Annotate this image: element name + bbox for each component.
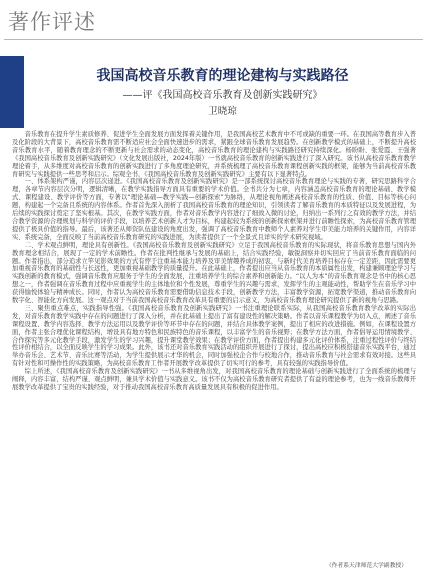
body-paragraph-intro: 音乐教育在提升学生素质修养、促进学生全面发展方面发挥着关键作用，是我国高校艺术教育中不可或缺的重要一环。在我国高等教育步入普及化阶段的大背景下，高校音乐教育需不断适应社会全面快速进步的需求，紧跟全球音乐教育发展趋势。在创新教学模式的基础上，不断提升高校音乐教育水平，随着教育理念的不断更新与社会需求的动态变化，高校音乐教育的理论建构与实践路径研究持续深化。杨盼盼、张爱霞、王强著《我国高校音乐教育及创新实践研究》（文化发展出版社，2024年版）一书就高校音乐教育的创新实践进行了深入研究。该书从高校音乐教育教学理论着手，从多维度对高校音乐教育的创新实践进行了多角度理论研究，并系统梳理了高校音乐教育课程创新实践的框架，能够为当前高校音乐教育研究与实践提供一些思考和启示。综观全书，《我国高校音乐教育及创新实践研究》主要有以下显著特点。 — [12, 131, 416, 178]
header-divider — [4, 39, 423, 40]
article-body — [12, 131, 416, 392]
body-paragraph-section-3: 三、聚焦重点难点，实践指导性强。《我国高校音乐教育及创新实践研究》一书注重理论联系实际，从我国高校音乐教育教学改革的实际出发，对音乐教育教学实践中存在的问题进行了深入分析，并在此基础上提出了富有建设性的解决策略。作者以音乐课程教学为切入点，阐述了音乐课程设置、教学内容选择、教学方法运用以及教学评价等环节中存在的问题，并结合具体教学案例，提出了相应的改进措施。例如，在课程设置方面，作者主张合理优化课程结构，增设具有地方特色和民族特色的音乐课程，以丰富学生的音乐视野；在教学方法方面，作者倡导运用情境教学、合作探究等多元化教学手段，激发学生的学习兴趣，提升课堂教学效果；在教学评价方面，作者提出构建多元化评价体系，注重过程性评价与终结性评价相结合，以全面反映学生的学习成果。此外，该书还对音乐教育实践活动的组织开展进行了探讨，提出高校应积极搭建音乐实践平台，通过举办音乐会、艺术节、音乐比赛等活动，为学生提供展示才华的机会，同时加强校企合作与校地合作，推动音乐教育与社会需求有效对接。这些具有针对性和可操作性的实践策略，为高校音乐教育工作者开展教学改革提供了切实可行的参考，具有较强的实践指导价值。 — [12, 304, 416, 368]
article-subtitle: ——评《我国高校音乐教育及创新实践研究》 — [122, 90, 323, 101]
body-paragraph-conclusion: 综上所述，《我国高校音乐教育及创新实践研究》一书从多维视角出发，对我国高校音乐教育的理论基础与创新实践进行了全面系统的梳理与阐释，内容丰富、结构严谨、观点鲜明，兼具学术价值与实践意义。该书不仅为高校音乐教育研究者提供了有益的理论参考，也为一线音乐教师开展教学改革提供了宝贵的实践经验，对于推动我国高校音乐教育高质量发展具有积极的促进作用。 — [12, 368, 416, 391]
body-paragraph-section-2: 二、学术观点鲜明，理论具有创新性。《我国高校音乐教育及创新实践研究》立足于我国高校音乐教育的实际现状，将音乐教育思想与国内外教育理念相结合，展现了一定的学术前瞻性。作者在批判性继承与发展的基础上，结合实践经验，敏锐洞察并切实回应了当前音乐教育面临的问题。作者指出，部分追求立竿见影效果的方式有悖于注重基本能力培养及审美情趣养成的初衷，与新时代美育培养目标存在一定差距，因此需要更加重视音乐教育的基础性与长远性，更加重视基础教学的质量提升。在此基础上，作者提出应当从音乐教育的本质属性出发，构建兼顾理论学习与实践创新的教育模式，强调音乐教育应服务于学生的全面发展，注重培养学生的综合素养和创新能力。“以人为本”的音乐教育观念是书中的核心思想之一，作者强调在音乐教育过程中应重视学生的主体地位和个性发展，尊重学生的兴趣与需求，发挥学生的主观能动性，帮助学生在音乐学习中获得愉悦体验与精神成长。同时，作者认为高校音乐教育需要借助信息技术手段，创新教学方法，丰富教学资源，拓宽教学渠道，推动音乐教育向数字化、智能化方向发展。这一观点对于当前我国高校音乐教育改革具有重要的启示意义，为高校音乐教育理论研究提供了新的视角与思路。 — [12, 241, 416, 305]
title-accent-bar — [0, 56, 24, 128]
section-header — [0, 10, 427, 40]
author-affiliation: （作者系天津师范大学副教授） — [325, 563, 407, 569]
article-title: 我国高校音乐教育的理论建构与实践路径 — [96, 68, 349, 84]
body-paragraph-section-1: 一、体系架构严谨，内容层次递进。《我国高校音乐教育及创新实践研究》是一部系统探讨高校音乐教育理论与实践的专著，研究思路科学合理，各章节内容层次分明，逻辑清晰，在教学实践指导方面具有重要的学术价值。全书共分为七章，内容涵盖高校音乐教育的理论基础、教学模式、课程建设、教学评价等方面，专著以“理论基础—教学实践—创新探索”为脉络，从理论视角阐述高校音乐教育的性质、价值、目标等核心问题，构建起一个完备且系统的内容体系。作者首先深入剖析了我国高校音乐教育的理论知识，引领读者了解音乐教育的本质特征以及发展进程，为后续的实践探讨奠定了坚实根基。其次，在教学实践方面，作者对音乐教学内容进行了细致入微的讨论，归纳出一系列行之有效的教学方法，并结合教学资源的合理规划与科学的评价手段，以培养艺术创新人才为目标，构建起较为系统的创新探索框架并进行前瞻性探索，为高校音乐教育管理提供了极具价值的指导。最后，该著还从师资队伍建设的角度出发，强调了高校音乐教育中教师个人素养对学生审美能力培养的关键作用，内容详实、系统完备，全面反映了当前高校音乐教育研究的实践进展，为读者提供了一个全景式且详实的学术研究视域。 — [12, 178, 416, 241]
article-author: 卫晓琼 — [208, 106, 237, 117]
section-title: 著作评述 — [8, 10, 96, 34]
